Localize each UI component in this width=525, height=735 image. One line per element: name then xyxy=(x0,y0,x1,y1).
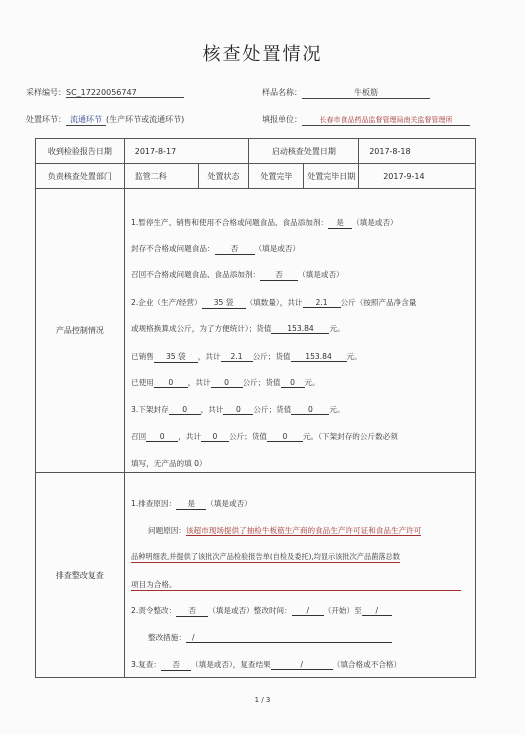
shelf-seal-kg: 0 xyxy=(223,405,253,415)
sold-quantity: 35 袋 xyxy=(154,351,198,363)
rectification-row xyxy=(36,473,476,678)
enterprise-value-line: 或规格换算成公斤，为了方便统计）；货值 153.84 元。 xyxy=(131,324,345,333)
department-row xyxy=(36,164,476,189)
fill-note: 填写，无产品的填 0） xyxy=(131,459,207,468)
rectification-label: 排查整改复查 xyxy=(36,473,125,678)
recalled-quantity: 0 xyxy=(146,432,178,442)
sold-line: 已销售 35 袋 ，共计 2.1 公斤；货值 153.84 元。 xyxy=(131,352,362,361)
rectify-end: / xyxy=(362,606,392,616)
seal-value: 否 xyxy=(215,243,255,255)
product-control-label: 产品控制情况 xyxy=(36,189,125,473)
seal-line: 封存不合格或问题食品： 否 （填是或否） xyxy=(131,244,301,253)
completion-date-label: 处置完毕日期 xyxy=(304,164,359,189)
used-value: 0 xyxy=(281,378,305,388)
recheck-value: 否 xyxy=(161,659,191,671)
completion-date-value: 2017-9-14 xyxy=(359,164,476,189)
shelf-seal-line: 3.下架封存 0 ，共计 0 公斤；货值 0 元。 xyxy=(131,405,345,414)
recalled-kg: 0 xyxy=(201,432,229,442)
received-date-value: 2017-8-17 xyxy=(124,139,249,164)
page-number: 1 / 3 xyxy=(254,696,271,704)
department-value: 监管二科 xyxy=(124,164,198,189)
problem-reason-text-3: 项目为合格。 xyxy=(131,579,461,591)
sample-number-value: SC_17220056747 xyxy=(66,88,184,98)
suspend-sales-value: 是 xyxy=(328,217,352,229)
enterprise-quantity-line: 2.企业（生产/经营） 35 袋 （填数量），共计 2.1 公斤（按照产品净含量 xyxy=(131,298,417,307)
shelf-seal-value: 0 xyxy=(291,405,329,415)
problem-reason-text-2: 品种明细表,并提供了该批次产品检验报告单(自检及委托),均显示该批次产品菌落总数 xyxy=(131,552,400,561)
stage-field xyxy=(26,114,184,126)
recall-value: 否 xyxy=(260,269,298,281)
rectify-start: / xyxy=(292,606,324,616)
status-value: 处置完毕 xyxy=(249,164,304,189)
measures-value: / xyxy=(186,633,392,643)
stage-label: 处置环节： xyxy=(26,115,66,124)
enterprise-quantity-value: 35 袋 xyxy=(202,297,246,309)
page-title: 核查处置情况 xyxy=(202,44,323,65)
sample-name-field xyxy=(262,87,430,99)
used-kg: 0 xyxy=(211,378,243,388)
stage-value: 流通环节 xyxy=(66,114,106,126)
reporting-unit-label: 填报单位： xyxy=(262,115,302,124)
problem-reason-line-1 xyxy=(148,525,421,536)
order-rectify-line: 2.责令整改： 否 （填是或否）整改时间： / （开始）至 / xyxy=(131,605,392,617)
start-date-label: 启动核查处置日期 xyxy=(249,139,359,164)
problem-reason-text-1: 该超市现场提供了抽检牛板筋生产商的食品生产许可证和食品生产许可 xyxy=(185,526,422,535)
sample-name-label: 样品名称： xyxy=(262,88,302,97)
investigate-line: 1.排查原因： 是 （填是或否） xyxy=(131,499,252,508)
sample-number-field xyxy=(26,87,184,98)
sample-name-value: 牛板筋 xyxy=(302,87,430,99)
sold-kg: 2.1 xyxy=(221,352,253,362)
problem-reason-label: 问题原因： xyxy=(148,526,186,535)
reporting-unit-field xyxy=(262,114,470,126)
measures-line: 整改措施： / xyxy=(148,632,392,643)
used-quantity: 0 xyxy=(154,378,188,388)
used-line: 已使用 0 ，共计 0 公斤；货值 0 元。 xyxy=(131,378,320,387)
order-rectify-value: 否 xyxy=(176,605,208,617)
sold-value: 153.84 xyxy=(291,352,347,362)
department-label: 负责核查处置部门 xyxy=(36,164,125,189)
recheck-line: 3.复查： 否 （填是或否），复查结果 / （填合格或不合格） xyxy=(131,660,402,669)
suspend-sales-line: 1.暂停生产、销售和使用不合格或问题食品、食品添加剂： 是 （填是或否） xyxy=(131,218,398,227)
dates-row xyxy=(36,139,476,164)
sample-number-label: 采样编号： xyxy=(26,88,66,97)
enterprise-kg-value: 2.1 xyxy=(303,298,341,308)
enterprise-value: 153.84 xyxy=(271,324,329,334)
recalled-line: 召回 0 ，共计 0 公斤；货值 0 元。（下架封存的公斤数必须 xyxy=(131,432,398,441)
investigate-value: 是 xyxy=(176,498,206,510)
recall-line: 召回不合格或问题食品、食品添加剂： 否 （填是或否） xyxy=(131,270,344,279)
recheck-result: / xyxy=(271,660,333,670)
start-date-value: 2017-8-18 xyxy=(359,139,476,164)
shelf-seal-quantity: 0 xyxy=(169,405,201,415)
status-label: 处置状态 xyxy=(198,164,249,189)
stage-hint: (生产环节或流通环节) xyxy=(106,115,185,124)
recalled-value: 0 xyxy=(267,432,303,442)
reporting-unit-value: 长春市食品药品监督管理局南关监督管理所 xyxy=(302,115,470,126)
received-date-label: 收到检验报告日期 xyxy=(36,139,125,164)
